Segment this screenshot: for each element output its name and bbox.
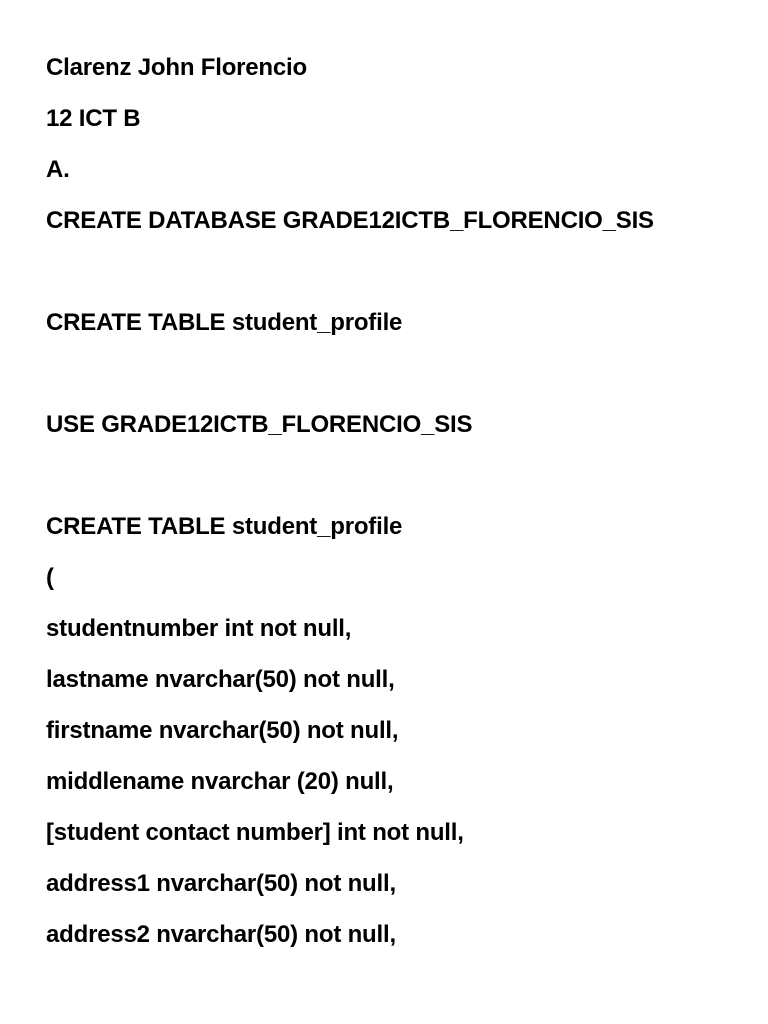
part-label: A.: [46, 156, 70, 183]
sql-column-address1: address1 nvarchar(50) not null,: [46, 870, 396, 897]
class-section: 12 ICT B: [46, 105, 141, 132]
author-name: Clarenz John Florencio: [46, 54, 307, 81]
sql-column-contact-number: [student contact number] int not null,: [46, 819, 464, 846]
sql-column-firstname: firstname nvarchar(50) not null,: [46, 717, 399, 744]
sql-create-table-second: CREATE TABLE student_profile: [46, 513, 403, 540]
sql-column-middlename: middlename nvarchar (20) null,: [46, 768, 394, 795]
sql-create-database: CREATE DATABASE GRADE12ICTB_FLORENCIO_SIS: [46, 207, 654, 234]
sql-column-studentnumber: studentnumber int not null,: [46, 615, 352, 642]
sql-open-paren: (: [46, 564, 54, 591]
sql-use-database: USE GRADE12ICTB_FLORENCIO_SIS: [46, 411, 473, 438]
sql-column-lastname: lastname nvarchar(50) not null,: [46, 666, 395, 693]
sql-create-table-first: CREATE TABLE student_profile: [46, 309, 403, 336]
sql-column-address2: address2 nvarchar(50) not null,: [46, 921, 396, 948]
